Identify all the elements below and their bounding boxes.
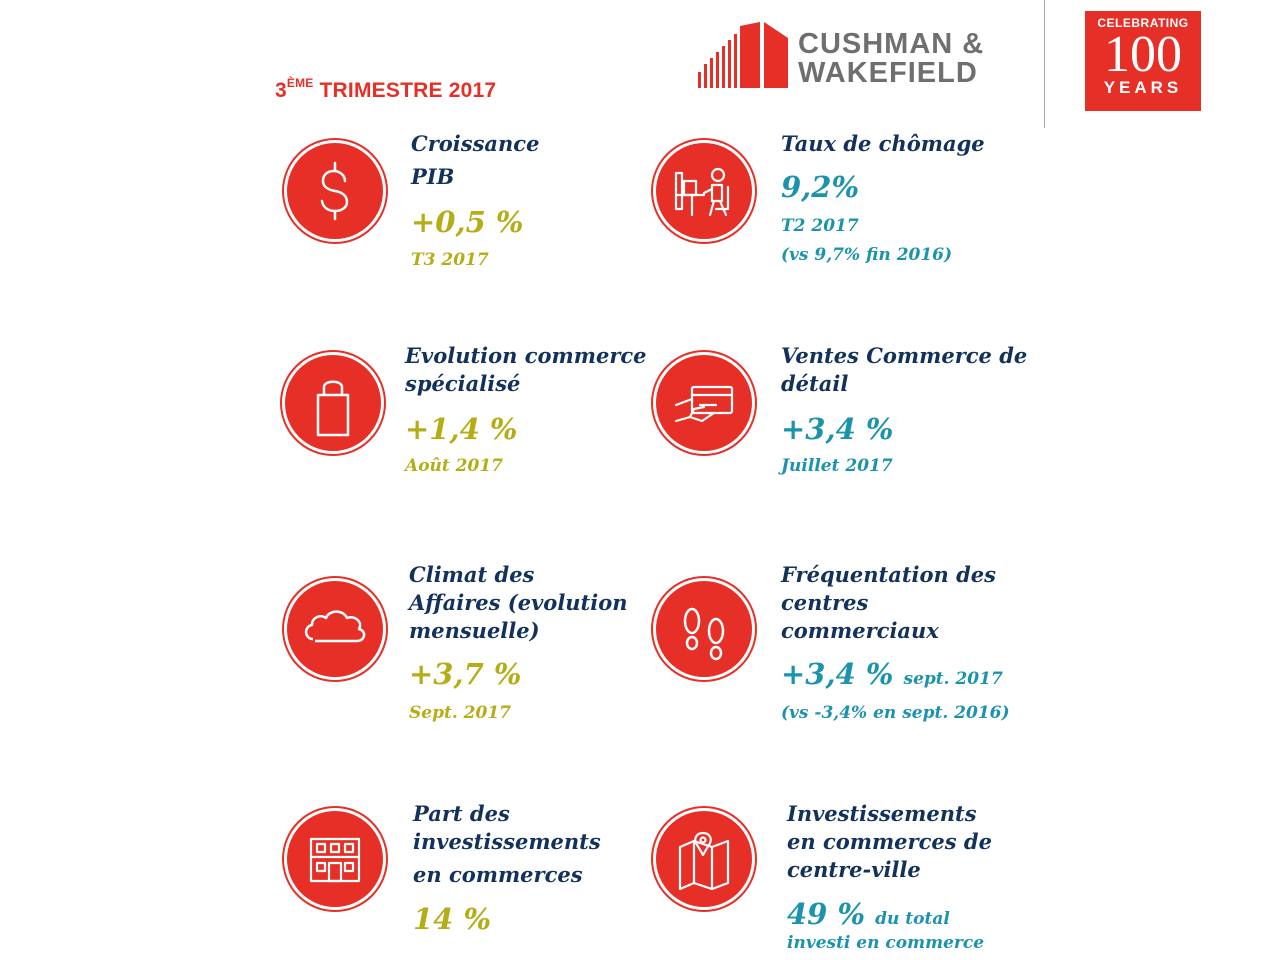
header-divider xyxy=(1044,0,1045,128)
footfall-note: (vs -3,4% en sept. 2016) xyxy=(781,703,1010,723)
storefront-icon xyxy=(287,811,383,907)
footfall-label-1: Fréquentation des xyxy=(781,562,996,587)
specialty-period: Août 2017 xyxy=(405,456,503,476)
business-climate-period: Sept. 2017 xyxy=(409,703,511,723)
business-climate-label-2: Affaires (evolution xyxy=(409,590,628,615)
specialty-label-2: spécialisé xyxy=(405,371,521,396)
credit-card-icon xyxy=(656,355,752,451)
business-climate-value: +3,7 % xyxy=(409,657,522,691)
cushman-wakefield-logo-mark xyxy=(698,20,788,90)
unemployment-note: (vs 9,7% fin 2016) xyxy=(781,245,953,265)
footfall-label-2: centres xyxy=(781,590,869,615)
footfall-value xyxy=(781,657,1003,696)
retail-sales-label-1: Ventes Commerce de xyxy=(781,343,1028,368)
business-climate-label-3: mensuelle) xyxy=(409,618,540,643)
footfall-value-number: +3,4 % xyxy=(781,657,894,691)
specialty-label-1: Evolution commerce xyxy=(405,343,647,368)
investment-share-label-2: investissements xyxy=(413,829,601,854)
growth-label-1: Croissance xyxy=(411,131,540,156)
investment-share-value: 14 % xyxy=(413,902,492,936)
growth-period: T3 2017 xyxy=(411,250,489,270)
growth-value: +0,5 % xyxy=(411,205,524,239)
cloud-icon xyxy=(287,581,383,677)
city-center-value-suffix: du total xyxy=(875,909,950,929)
retail-sales-label-2: détail xyxy=(781,371,849,396)
shopping-bag-icon xyxy=(285,355,381,451)
city-center-note: investi en commerce xyxy=(787,933,985,953)
centenary-badge: CELEBRATING 100 YEARS xyxy=(1085,11,1201,111)
footprints-icon xyxy=(656,581,752,677)
quarter-title: 3ÈME TRIMESTRE 2017 xyxy=(275,76,497,102)
city-center-label-1: Investissements xyxy=(787,801,977,826)
investment-share-label-3: en commerces xyxy=(413,862,583,887)
unemployment-period: T2 2017 xyxy=(781,216,859,236)
city-center-label-3: centre-ville xyxy=(787,857,921,882)
retail-sales-value: +3,4 % xyxy=(781,412,894,446)
business-climate-label-1: Climat des xyxy=(409,562,535,587)
investment-share-label-1: Part des xyxy=(413,801,510,826)
unemployment-value: 9,2% xyxy=(781,170,860,204)
footfall-value-suffix: sept. 2017 xyxy=(903,669,1003,689)
specialty-value: +1,4 % xyxy=(405,412,518,446)
unemployment-label: Taux de chômage xyxy=(781,131,985,156)
city-center-value-number: 49 % xyxy=(787,897,866,931)
dollar-icon xyxy=(287,143,383,239)
city-center-label-2: en commerces de xyxy=(787,829,992,854)
desk-worker-icon xyxy=(656,143,752,239)
footfall-label-3: commerciaux xyxy=(781,618,939,643)
retail-sales-period: Juillet 2017 xyxy=(781,456,893,476)
cushman-wakefield-logo-text: CUSHMAN & WAKEFIELD xyxy=(798,28,985,89)
map-pin-icon xyxy=(656,811,752,907)
growth-label-2: PIB xyxy=(411,164,455,189)
